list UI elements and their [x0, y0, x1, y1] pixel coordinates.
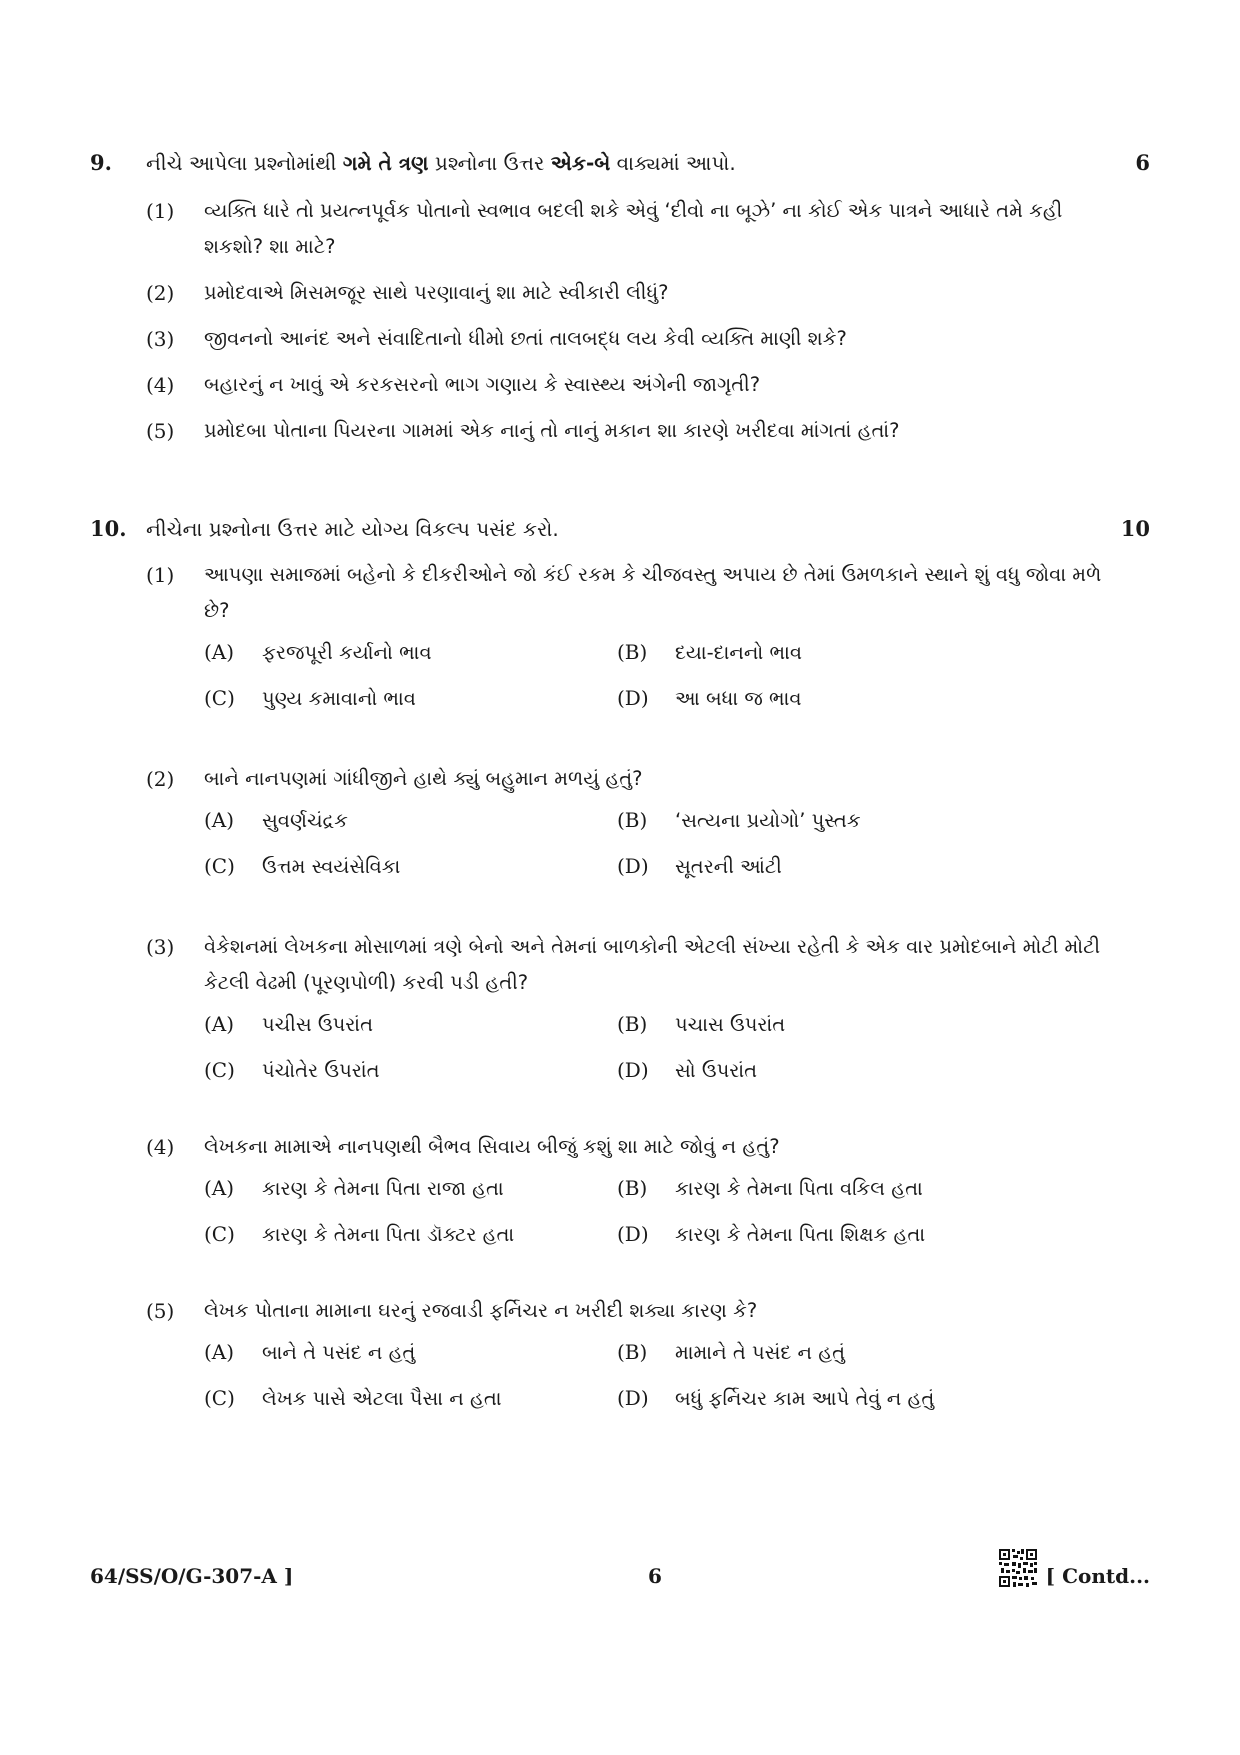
sub-question-text: લેખક પોતાના મામાના ઘરનું રજવાડી ફર્નિચર ન ખરીદી શક્યા કારણ કે? [204, 1299, 758, 1322]
mcq-question [146, 761, 1106, 797]
option-b: (B) કારણ કે તેમના પિતા વકિલ હતા [617, 1176, 923, 1200]
sub-question [146, 193, 1106, 265]
qr-code-icon [998, 1548, 1038, 1588]
sub-question-number: (4) [146, 1135, 175, 1159]
option-a: (A) સુવર્ણચંદ્રક [204, 808, 348, 832]
option-d: (D) સૂતરની આંટી [617, 854, 782, 878]
sub-question-text: બહારનું ન ખાવું એ કરકસરનો ભાગ ગણાય કે સ્વાસ્થ્ય અંગેની જાગૃતી? [204, 373, 761, 396]
instruction-part: પ્રશ્નોના ઉત્તર [428, 151, 551, 175]
instruction-emphasis: એક-બે [550, 151, 611, 175]
sub-question-text: લેખકના મામાએ નાનપણથી બૈભવ સિવાય બીજું કશું શા માટે જોવું ન હતું? [204, 1135, 780, 1158]
sub-question-number: (3) [146, 327, 175, 351]
option-c: (C) પુણ્ય કમાવાનો ભાવ [204, 686, 416, 710]
page-footer [90, 1556, 1150, 1596]
question-9 [90, 143, 1150, 449]
option-d: (D) કારણ કે તેમના પિતા શિક્ષક હતા [617, 1222, 926, 1246]
option-c: (C) કારણ કે તેમના પિતા ડૉક્ટર હતા [204, 1222, 515, 1246]
question-marks: 10 [1120, 516, 1150, 541]
instruction-part: નીચે આપેલા પ્રશ્નોમાંથી [146, 151, 343, 175]
instruction-emphasis: ગમે તે ત્રણ [342, 151, 429, 175]
sub-question-text: પ્રમોદબા પોતાના પિયરના ગામમાં એક નાનું તો નાનું મકાન શા કારણે ખરીદવા માંગતાં હતાં? [204, 419, 900, 442]
option-c: (C) પંચોતેર ઉપરાંત [204, 1058, 380, 1082]
sub-question-number: (2) [146, 281, 175, 305]
instruction-part: વાક્યમાં આપો. [610, 151, 736, 175]
question-10 [90, 509, 1150, 1421]
sub-question-text: પ્રમોદવાએ મિસમજૂર સાથે પરણાવાનું શા માટે સ્વીકારી લીધું? [204, 281, 669, 304]
sub-question-number: (2) [146, 767, 175, 791]
sub-question-number: (1) [146, 563, 175, 587]
option-d: (D) આ બધા જ ભાવ [617, 686, 802, 710]
option-a: (A) પચીસ ઉપરાંત [204, 1012, 374, 1036]
option-c: (C) લેખક પાસે એટલા પૈસા ન હતા [204, 1386, 502, 1410]
options [204, 629, 1104, 721]
option-a: (A) કારણ કે તેમના પિતા રાજા હતા [204, 1176, 504, 1200]
option-a: (A) બાને તે પસંદ ન હતું [204, 1340, 416, 1364]
sub-question-text: જીવનનો આનંદ અને સંવાદિતાનો ધીમો છતાં તાલબદ્ધ લય કેવી વ્યક્તિ માણી શકે? [204, 327, 847, 350]
options [204, 1165, 1104, 1257]
question-instruction [146, 143, 736, 183]
question-10-header [90, 509, 1150, 549]
option-d: (D) બધું ફર્નિચર કામ આપે તેવું ન હતું [617, 1386, 935, 1410]
sub-question-number: (5) [146, 1299, 175, 1323]
sub-question [146, 367, 1106, 403]
question-number: 9. [90, 150, 112, 175]
sub-question-number: (4) [146, 373, 175, 397]
options [204, 797, 1104, 889]
sub-question-text: આપણા સમાજમાં બહેનો કે દીકરીઓને જો કંઈ રકમ કે ચીજવસ્તુ અપાય છે તેમાં ઉમળકાને સ્થાને શું વધુ જોવા મળે છે? [204, 563, 1102, 622]
continued-label: [ Contd... [1045, 1564, 1150, 1588]
sub-question [146, 321, 1106, 357]
option-c: (C) ઉત્તમ સ્વયંસેવિકા [204, 854, 401, 878]
mcq-question [146, 929, 1106, 1001]
mcq-question [146, 557, 1106, 629]
sub-question [146, 275, 1106, 311]
mcq-question [146, 1293, 1106, 1329]
option-b: (B) દયા-દાનનો ભાવ [617, 640, 803, 664]
mcq-question [146, 1129, 1106, 1165]
sub-question-text: વ્યક્તિ ધારે તો પ્રયત્નપૂર્વક પોતાનો સ્વભાવ બદલી શકે એવું ‘દીવો ના બૂઝે’ ના કોઈ એક પાત્રને આધારે તમે કહી શકશો? શા માટે? [204, 199, 1063, 258]
question-number: 10. [90, 516, 127, 541]
option-b: (B) મામાને તે પસંદ ન હતું [617, 1340, 846, 1364]
question-9-header [90, 143, 1150, 183]
options [204, 1329, 1104, 1421]
question-instruction: નીચેના પ્રશ્નોના ઉત્તર માટે યોગ્ય વિકલ્પ પસંદ કરો. [146, 517, 559, 541]
sub-question-text: બાને નાનપણમાં ગાંધીજીને હાથે ક્યું બહુમાન મળયું હતું? [204, 767, 643, 790]
page-number: 6 [648, 1564, 662, 1588]
sub-question [146, 413, 1106, 449]
sub-question-text: વેકેશનમાં લેખકના મોસાળમાં ત્રણે બેનો અને તેમનાં બાળકોની એટલી સંખ્યા રહેતી કે એક વાર પ્રમોદબાને મોટી મોટી કેટલી વેઢમી (પૂરણપોળી) કરવી પડી હતી? [204, 935, 1101, 994]
question-marks: 6 [1135, 150, 1150, 175]
option-b: (B) ‘સત્યના પ્રયોગો’ પુસ્તક [617, 808, 861, 832]
option-d: (D) સો ઉપરાંત [617, 1058, 758, 1082]
sub-question-number: (1) [146, 199, 175, 223]
option-a: (A) ફરજપૂરી કર્યાનો ભાવ [204, 640, 432, 664]
sub-question-number: (5) [146, 419, 175, 443]
sub-question-number: (3) [146, 935, 175, 959]
paper-code: 64/SS/O/G-307-A ] [90, 1564, 294, 1588]
options [204, 1001, 1104, 1093]
option-b: (B) પચાસ ઉપરાંત [617, 1012, 786, 1036]
